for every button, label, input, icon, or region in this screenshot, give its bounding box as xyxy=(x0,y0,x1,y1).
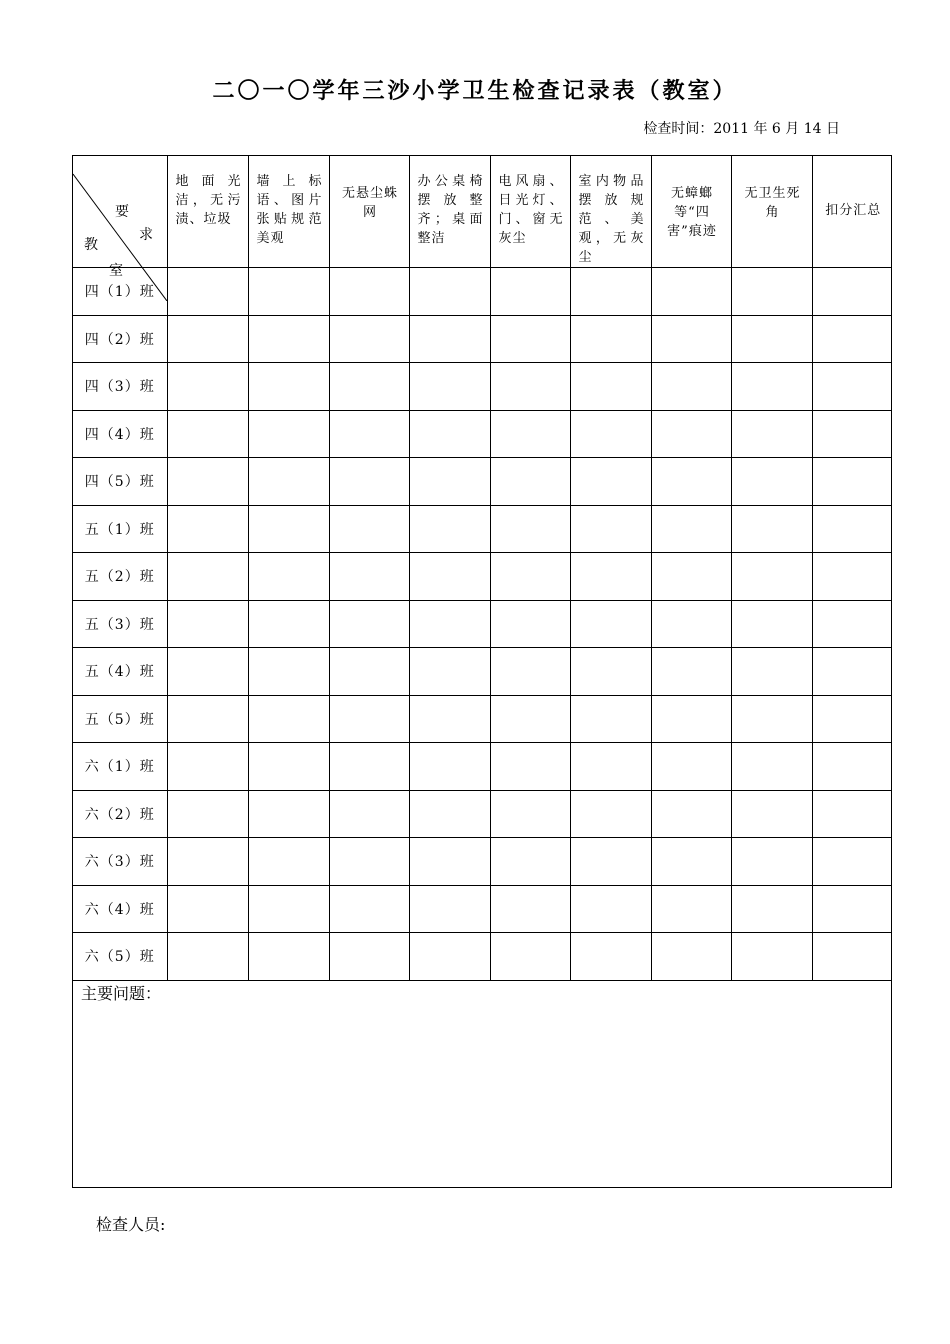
column-header: 墙上标语、图片张贴规范美观 xyxy=(248,156,329,268)
corner-classroom-label: 教 xyxy=(84,237,98,253)
score-cell[interactable] xyxy=(812,315,892,363)
score-cell[interactable] xyxy=(409,838,490,886)
corner-requirement-label-2: 求 xyxy=(139,227,153,243)
column-header: 地面光洁，无污渍、垃圾 xyxy=(167,156,248,268)
class-name-cell: 五（3）班 xyxy=(73,600,167,648)
score-cell[interactable] xyxy=(731,315,812,363)
score-cell[interactable] xyxy=(651,600,731,648)
class-name-cell: 六（4）班 xyxy=(73,885,167,933)
score-cell[interactable] xyxy=(409,458,490,506)
score-cell[interactable] xyxy=(812,600,892,648)
score-cell[interactable] xyxy=(167,648,248,696)
score-cell[interactable] xyxy=(167,838,248,886)
score-cell[interactable] xyxy=(731,458,812,506)
column-header: 无卫生死角 xyxy=(731,156,812,268)
score-cell[interactable] xyxy=(570,363,651,411)
score-cell[interactable] xyxy=(731,553,812,601)
score-cell[interactable] xyxy=(248,885,329,933)
score-cell[interactable] xyxy=(329,268,409,316)
page-title: 二〇一〇学年三沙小学卫生检查记录表（教室） xyxy=(212,78,738,104)
inspection-table xyxy=(72,155,892,1188)
score-cell[interactable] xyxy=(409,553,490,601)
column-header: 无悬尘蛛网 xyxy=(329,156,409,268)
class-name-cell: 五（1）班 xyxy=(73,505,167,553)
score-cell[interactable] xyxy=(812,648,892,696)
score-cell[interactable] xyxy=(167,695,248,743)
score-cell[interactable] xyxy=(651,315,731,363)
table-row xyxy=(73,410,892,458)
class-name-cell: 六（2）班 xyxy=(73,790,167,838)
score-cell[interactable] xyxy=(248,505,329,553)
score-cell[interactable] xyxy=(490,505,570,553)
class-name-cell: 五（5）班 xyxy=(73,695,167,743)
score-cell[interactable] xyxy=(329,458,409,506)
table-row xyxy=(73,838,892,886)
score-cell[interactable] xyxy=(167,363,248,411)
table-row xyxy=(73,695,892,743)
score-cell[interactable] xyxy=(490,790,570,838)
score-cell[interactable] xyxy=(167,600,248,648)
score-cell[interactable] xyxy=(731,743,812,791)
score-cell[interactable] xyxy=(329,743,409,791)
score-cell[interactable] xyxy=(409,933,490,981)
score-cell[interactable] xyxy=(812,268,892,316)
class-name-cell: 四（5）班 xyxy=(73,458,167,506)
score-cell[interactable] xyxy=(812,363,892,411)
score-cell[interactable] xyxy=(812,695,892,743)
score-cell[interactable] xyxy=(329,505,409,553)
table-row xyxy=(73,268,892,316)
score-cell[interactable] xyxy=(812,505,892,553)
score-cell[interactable] xyxy=(651,790,731,838)
header-row xyxy=(73,156,892,268)
issues-label: 主要问题： xyxy=(81,983,162,1003)
score-cell[interactable] xyxy=(731,695,812,743)
score-cell[interactable] xyxy=(731,600,812,648)
score-cell[interactable] xyxy=(248,695,329,743)
column-header: 办公桌椅摆放整齐；桌面整洁 xyxy=(409,156,490,268)
class-name-cell: 四（2）班 xyxy=(73,315,167,363)
score-cell[interactable] xyxy=(248,268,329,316)
column-header: 无蟑螂等“四害”痕迹 xyxy=(651,156,731,268)
score-cell[interactable] xyxy=(731,790,812,838)
table-row xyxy=(73,933,892,981)
score-cell[interactable] xyxy=(329,790,409,838)
column-header: 室内物品摆放规范、美观，无灰尘 xyxy=(570,156,651,268)
score-cell[interactable] xyxy=(167,268,248,316)
score-cell[interactable] xyxy=(248,838,329,886)
score-cell[interactable] xyxy=(651,268,731,316)
score-cell[interactable] xyxy=(651,553,731,601)
score-cell[interactable] xyxy=(248,743,329,791)
score-cell[interactable] xyxy=(167,410,248,458)
score-cell[interactable] xyxy=(651,885,731,933)
score-cell[interactable] xyxy=(329,695,409,743)
score-cell[interactable] xyxy=(490,933,570,981)
score-cell[interactable] xyxy=(812,790,892,838)
score-cell[interactable] xyxy=(329,363,409,411)
score-cell[interactable] xyxy=(490,743,570,791)
score-cell[interactable] xyxy=(570,458,651,506)
check-date: 检查时间：2011 年 6 月 14 日 xyxy=(643,121,840,137)
table-row xyxy=(73,790,892,838)
score-cell[interactable] xyxy=(409,743,490,791)
class-name-cell: 六（3）班 xyxy=(73,838,167,886)
score-cell[interactable] xyxy=(329,553,409,601)
score-cell[interactable] xyxy=(329,933,409,981)
score-cell[interactable] xyxy=(651,363,731,411)
score-cell[interactable] xyxy=(167,790,248,838)
table-row xyxy=(73,553,892,601)
class-name-cell: 六（1）班 xyxy=(73,743,167,791)
score-cell[interactable] xyxy=(409,648,490,696)
score-cell[interactable] xyxy=(329,410,409,458)
score-cell[interactable] xyxy=(731,410,812,458)
score-cell[interactable] xyxy=(329,838,409,886)
score-cell[interactable] xyxy=(248,790,329,838)
score-cell[interactable] xyxy=(248,933,329,981)
score-cell[interactable] xyxy=(570,743,651,791)
score-cell[interactable] xyxy=(329,885,409,933)
score-cell[interactable] xyxy=(409,410,490,458)
score-cell[interactable] xyxy=(731,363,812,411)
column-header: 电风扇、日光灯、门、窗无灰尘 xyxy=(490,156,570,268)
score-cell[interactable] xyxy=(248,553,329,601)
score-cell[interactable] xyxy=(651,743,731,791)
corner-classroom-label-2: 室 xyxy=(109,263,123,279)
score-cell[interactable] xyxy=(490,885,570,933)
score-cell[interactable] xyxy=(651,933,731,981)
table-row xyxy=(73,885,892,933)
score-cell[interactable] xyxy=(570,600,651,648)
score-cell[interactable] xyxy=(812,885,892,933)
score-cell[interactable] xyxy=(731,505,812,553)
table-row xyxy=(73,458,892,506)
score-cell[interactable] xyxy=(490,600,570,648)
score-cell[interactable] xyxy=(731,648,812,696)
score-cell[interactable] xyxy=(651,505,731,553)
score-cell[interactable] xyxy=(490,458,570,506)
class-name-cell: 五（2）班 xyxy=(73,553,167,601)
issues-row xyxy=(73,980,892,1200)
score-cell[interactable] xyxy=(167,743,248,791)
score-cell[interactable] xyxy=(651,838,731,886)
score-cell[interactable] xyxy=(167,458,248,506)
score-cell[interactable] xyxy=(409,363,490,411)
inspector-label: 检查人员: xyxy=(96,1215,166,1234)
score-cell[interactable] xyxy=(167,315,248,363)
score-cell[interactable] xyxy=(409,600,490,648)
score-cell[interactable] xyxy=(731,933,812,981)
table-row xyxy=(73,363,892,411)
table-row xyxy=(73,648,892,696)
score-cell[interactable] xyxy=(248,648,329,696)
score-cell[interactable] xyxy=(490,553,570,601)
score-cell[interactable] xyxy=(812,933,892,981)
score-cell[interactable] xyxy=(570,695,651,743)
table-row xyxy=(73,600,892,648)
score-cell[interactable] xyxy=(731,268,812,316)
score-cell[interactable] xyxy=(570,410,651,458)
score-cell[interactable] xyxy=(570,838,651,886)
score-cell[interactable] xyxy=(570,648,651,696)
score-cell[interactable] xyxy=(167,933,248,981)
score-cell[interactable] xyxy=(409,885,490,933)
table-row xyxy=(73,315,892,363)
score-cell[interactable] xyxy=(490,268,570,316)
table-row xyxy=(73,743,892,791)
score-cell[interactable] xyxy=(570,505,651,553)
score-cell[interactable] xyxy=(570,553,651,601)
score-cell[interactable] xyxy=(248,363,329,411)
corner-cell xyxy=(73,156,167,279)
score-cell[interactable] xyxy=(490,410,570,458)
class-name-cell: 四（4）班 xyxy=(73,410,167,458)
score-cell[interactable] xyxy=(409,268,490,316)
score-cell[interactable] xyxy=(167,553,248,601)
score-cell[interactable] xyxy=(651,458,731,506)
score-cell[interactable] xyxy=(248,458,329,506)
corner-requirement-label: 要 xyxy=(115,204,129,220)
score-cell[interactable] xyxy=(812,458,892,506)
score-cell[interactable] xyxy=(409,790,490,838)
score-cell[interactable] xyxy=(248,315,329,363)
score-cell[interactable] xyxy=(409,315,490,363)
score-cell[interactable] xyxy=(812,838,892,886)
score-cell[interactable] xyxy=(490,315,570,363)
score-cell[interactable] xyxy=(248,600,329,648)
score-cell[interactable] xyxy=(570,885,651,933)
score-cell[interactable] xyxy=(490,838,570,886)
score-cell[interactable] xyxy=(651,695,731,743)
score-cell[interactable] xyxy=(248,410,329,458)
score-cell[interactable] xyxy=(570,790,651,838)
score-cell[interactable] xyxy=(490,695,570,743)
score-cell[interactable] xyxy=(167,885,248,933)
score-cell[interactable] xyxy=(329,648,409,696)
score-cell[interactable] xyxy=(651,410,731,458)
column-header: 扣分汇总 xyxy=(812,156,892,268)
score-cell[interactable] xyxy=(731,885,812,933)
class-name-cell: 四（1）班 xyxy=(73,268,167,316)
score-cell[interactable] xyxy=(651,648,731,696)
score-cell[interactable] xyxy=(329,315,409,363)
score-cell[interactable] xyxy=(812,553,892,601)
score-cell[interactable] xyxy=(812,743,892,791)
issues-cell[interactable] xyxy=(73,980,892,1200)
score-cell[interactable] xyxy=(167,505,248,553)
score-cell[interactable] xyxy=(490,648,570,696)
table-row xyxy=(73,505,892,553)
score-cell[interactable] xyxy=(570,268,651,316)
score-cell[interactable] xyxy=(490,363,570,411)
score-cell[interactable] xyxy=(731,838,812,886)
score-cell[interactable] xyxy=(570,933,651,981)
score-cell[interactable] xyxy=(409,505,490,553)
class-name-cell: 五（4）班 xyxy=(73,648,167,696)
class-name-cell: 六（5）班 xyxy=(73,933,167,981)
score-cell[interactable] xyxy=(812,410,892,458)
score-cell[interactable] xyxy=(570,315,651,363)
score-cell[interactable] xyxy=(329,600,409,648)
class-name-cell: 四（3）班 xyxy=(73,363,167,411)
score-cell[interactable] xyxy=(409,695,490,743)
